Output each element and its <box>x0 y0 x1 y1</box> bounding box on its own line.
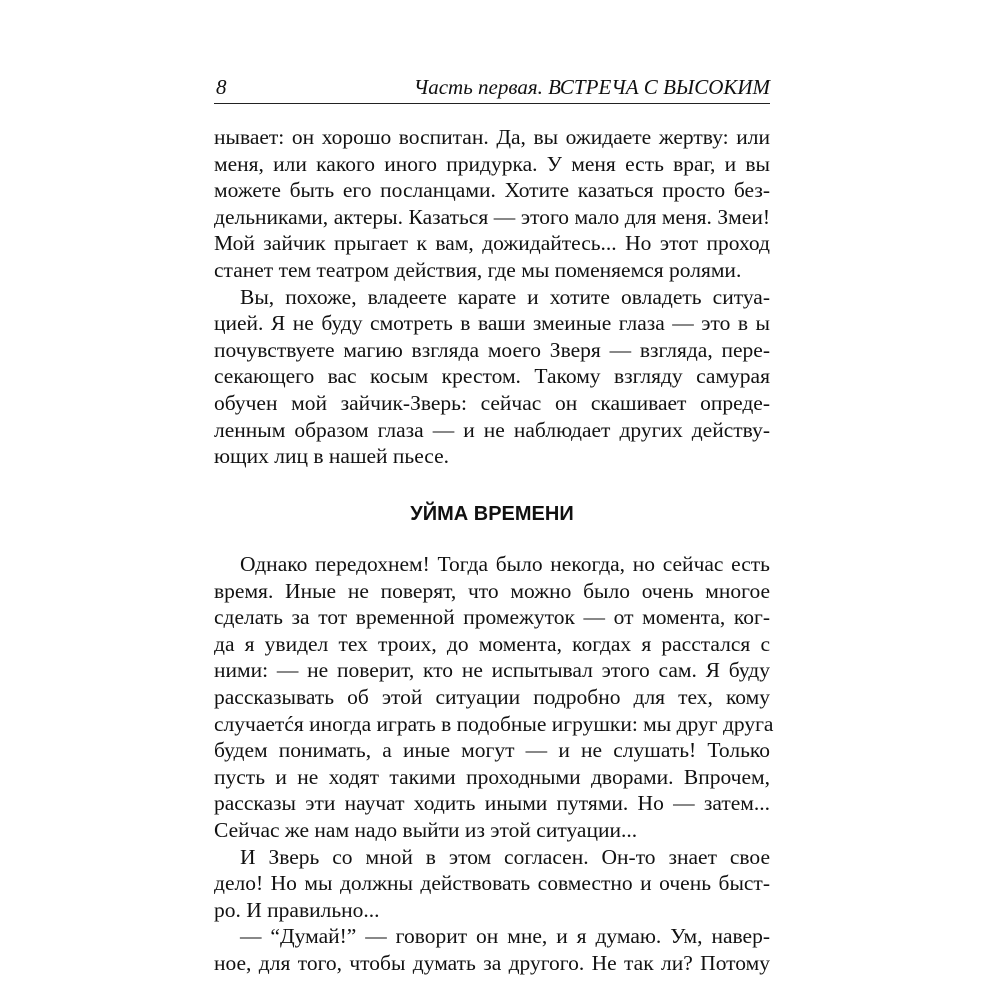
text-line: нывает: он хорошо воспитан. Да, вы ожидаете жертву: или <box>214 125 770 149</box>
header-rule <box>214 103 770 104</box>
text-line: рассказывать об этой ситуации подробно для тех, кому <box>214 684 770 709</box>
text-line: Вы, похоже, владеете карате и хотите овладеть ситуа- <box>240 284 770 309</box>
text-line: дело! Но мы должны действовать совместно и очень быст- <box>214 871 770 896</box>
text-line: секающего вас косым крестом. Такому взгляду самурая <box>214 364 770 389</box>
text-line: Мой зайчик прыгает к вам, дожидайтесь... Но этот проход <box>214 231 770 256</box>
text-line: время. Иные не поверят, что можно было очень многое <box>214 578 770 603</box>
text-line: рассказы эти научат ходить иными путями. Но — затем... <box>214 791 770 816</box>
text-line: меня, или какого иного придурка. У меня есть враг, и вы <box>214 151 770 176</box>
text-line: сделать за тот временной промежуток — от момента, ког- <box>214 605 770 630</box>
text-line: да я увидел тех троих, до момента, когдах я расстался с <box>214 631 770 656</box>
text-line: ро. И правильно... <box>214 897 380 922</box>
text-line: И Зверь со мной в этом согласен. Он-то знает свое <box>240 844 770 869</box>
text-line: станет тем театром действия, где мы поменяемся ролями. <box>214 257 742 282</box>
text-line: ними: — не поверит, кто не испытывал этого сам. Я буду <box>214 658 770 683</box>
running-head-title: Часть первая. ВСТРЕЧА С ВЫСОКИМ <box>413 75 770 99</box>
text-line: случаетćя иногда играть в подобные игрушки: мы друг друга <box>214 711 774 736</box>
text-line: будем понимать, а иные могут — и не слушать! Только <box>214 738 770 763</box>
text-line: обучен мой зайчик-Зверь: сейчас он скашивает опреде- <box>214 390 770 415</box>
body-text-top <box>214 124 770 470</box>
text-line: можете быть его посланцами. Хотите казаться просто без- <box>214 178 770 203</box>
text-line: Сейчас же нам надо выйти из этой ситуации... <box>214 817 638 842</box>
section-heading: УЙМА ВРЕМЕНИ <box>410 503 574 525</box>
text-line: Однако передохнем! Тогда было некогда, но сейчас есть <box>240 552 770 576</box>
text-line: ющих лиц в нашей пьесе. <box>214 444 450 469</box>
body-text-bottom <box>214 551 774 977</box>
running-head <box>214 72 770 102</box>
text-line: — “Думай!” — говорит он мне, и я думаю. Ум, навер- <box>240 924 770 949</box>
text-line: дельниками, актеры. Казаться — этого мало для меня. Змеи! <box>214 204 770 229</box>
text-line: пусть и не ходят такими проходными дворами. Впрочем, <box>214 764 770 789</box>
text-line: ное, для того, чтобы думать за другого. Не так ли? Потому <box>214 950 770 975</box>
text-line: цией. Я не буду смотреть в ваши змеиные глаза — это в ы <box>214 311 770 336</box>
page-number: 8 <box>216 75 227 99</box>
text-line: почувствуете магию взгляда моего Зверя — взгляда, пере- <box>214 337 770 362</box>
text-line: ленным образом глаза — и не наблюдает других действу- <box>214 417 770 442</box>
